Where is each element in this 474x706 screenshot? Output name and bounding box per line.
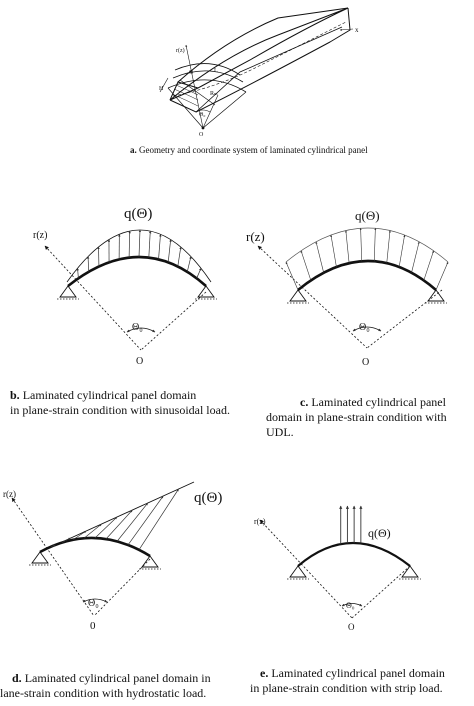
panel-d-load-label: q(Θ) [194,490,223,506]
caption-b-letter: b. [10,388,20,402]
caption-d [0,671,211,701]
caption-e [250,666,445,696]
udl-load-arrow [387,231,390,264]
udl-load-arrow [374,228,375,261]
udl-load-arrow [412,242,420,273]
x-axis-label: x [355,26,359,34]
sinusoidal-load-arrow [78,268,79,278]
caption-d-line2: lane-strain condition with hydrostatic load. [0,686,207,700]
sinusoidal-load-arrows [78,230,201,278]
udl-load-arrow [286,262,298,290]
panel-b-sinusoidal [33,206,217,367]
panel-e-strip [254,506,421,632]
sinusoidal-load-arrow [88,257,89,272]
sinusoidal-load-arrow [129,231,130,258]
strip-load-arrows [341,506,361,544]
sinusoidal-load-arrow [178,247,181,266]
hydrostatic-load-arrow [106,510,132,539]
sinusoidal-load-arrow [159,234,161,259]
panel-d-origin-label: 0 [90,620,96,632]
sinusoidal-load-arrow [197,268,201,278]
panel-e-radial-label: r(z) [254,517,266,526]
sinusoidal-load-arrow [149,231,150,258]
udl-load-arrow [331,235,336,267]
udl-load-arrow [346,231,349,264]
udl-load-arrow [301,251,311,281]
caption-d-letter: d. [12,671,22,685]
top-r-label: r(z) [176,48,185,54]
top-theta0-label: Θ₀ [199,112,206,118]
panel-e-theta0-label: Θ₀ [346,601,355,610]
panel-e-origin-label: O [348,622,355,632]
caption-c-line1: Laminated cylindrical panel [311,395,446,409]
panel-b-load-label: q(Θ) [124,206,153,222]
panel-c-theta0-label: Θ₀ [359,322,370,333]
caption-b [10,388,230,418]
panel-d-hydrostatic [3,482,222,632]
panel-c-origin-label: O [362,357,370,368]
top-l-label: L [214,68,218,74]
caption-c [266,395,447,440]
caption-c-line2: domain in plane-strain condition with [266,410,447,424]
top-origin-label: O [199,132,204,138]
top-h-label: H [159,86,164,92]
caption-d-line1: Laminated cylindrical panel domain in [24,671,211,685]
caption-a-letter: a. [130,145,137,155]
panel-b-radial-label: r(z) [33,230,48,241]
hydrostatic-load-arrow [95,517,117,538]
caption-e-line2: in plane-strain condition with strip load. [250,681,443,695]
panel-c-radial-label: r(z) [246,229,265,244]
udl-load-arrow [436,262,448,290]
top-theta-label: Θ [189,70,194,76]
udl-load-arrow [361,228,362,261]
udl-load-arrow [316,242,324,273]
caption-b-line1: Laminated cylindrical panel domain [22,388,197,402]
udl-load-arrow [399,235,404,267]
panel-c-udl [246,208,448,368]
panel-d-theta0-label: Θ₀ [88,598,99,609]
panel-b-origin-label: O [136,356,144,367]
caption-c-letter: c. [300,395,309,409]
sinusoidal-load-arrow [187,257,191,272]
sinusoidal-load-arrow [139,230,140,257]
caption-a-text: Geometry and coordinate system of laminated cylindrical panel [139,145,368,155]
top-rm-label: Rₘ [210,91,218,97]
caption-a [130,143,368,158]
caption-e-letter: e. [260,666,269,680]
panel-d-radial-label: r(z) [3,489,16,499]
caption-e-line1: Laminated cylindrical panel domain [271,666,445,680]
caption-c-line3: UDL. [266,425,294,439]
caption-b-line2: in plane-strain condition with sinusoidal load. [10,403,230,417]
panel-b-theta0-label: Θ₀ [132,322,143,333]
panel-e-load-label: q(Θ) [368,526,391,540]
sinusoidal-load-arrow [168,240,170,263]
panel-a-geometry [159,8,359,138]
udl-load-arrow [424,251,434,281]
panel-c-load-label: q(Θ) [355,208,380,223]
